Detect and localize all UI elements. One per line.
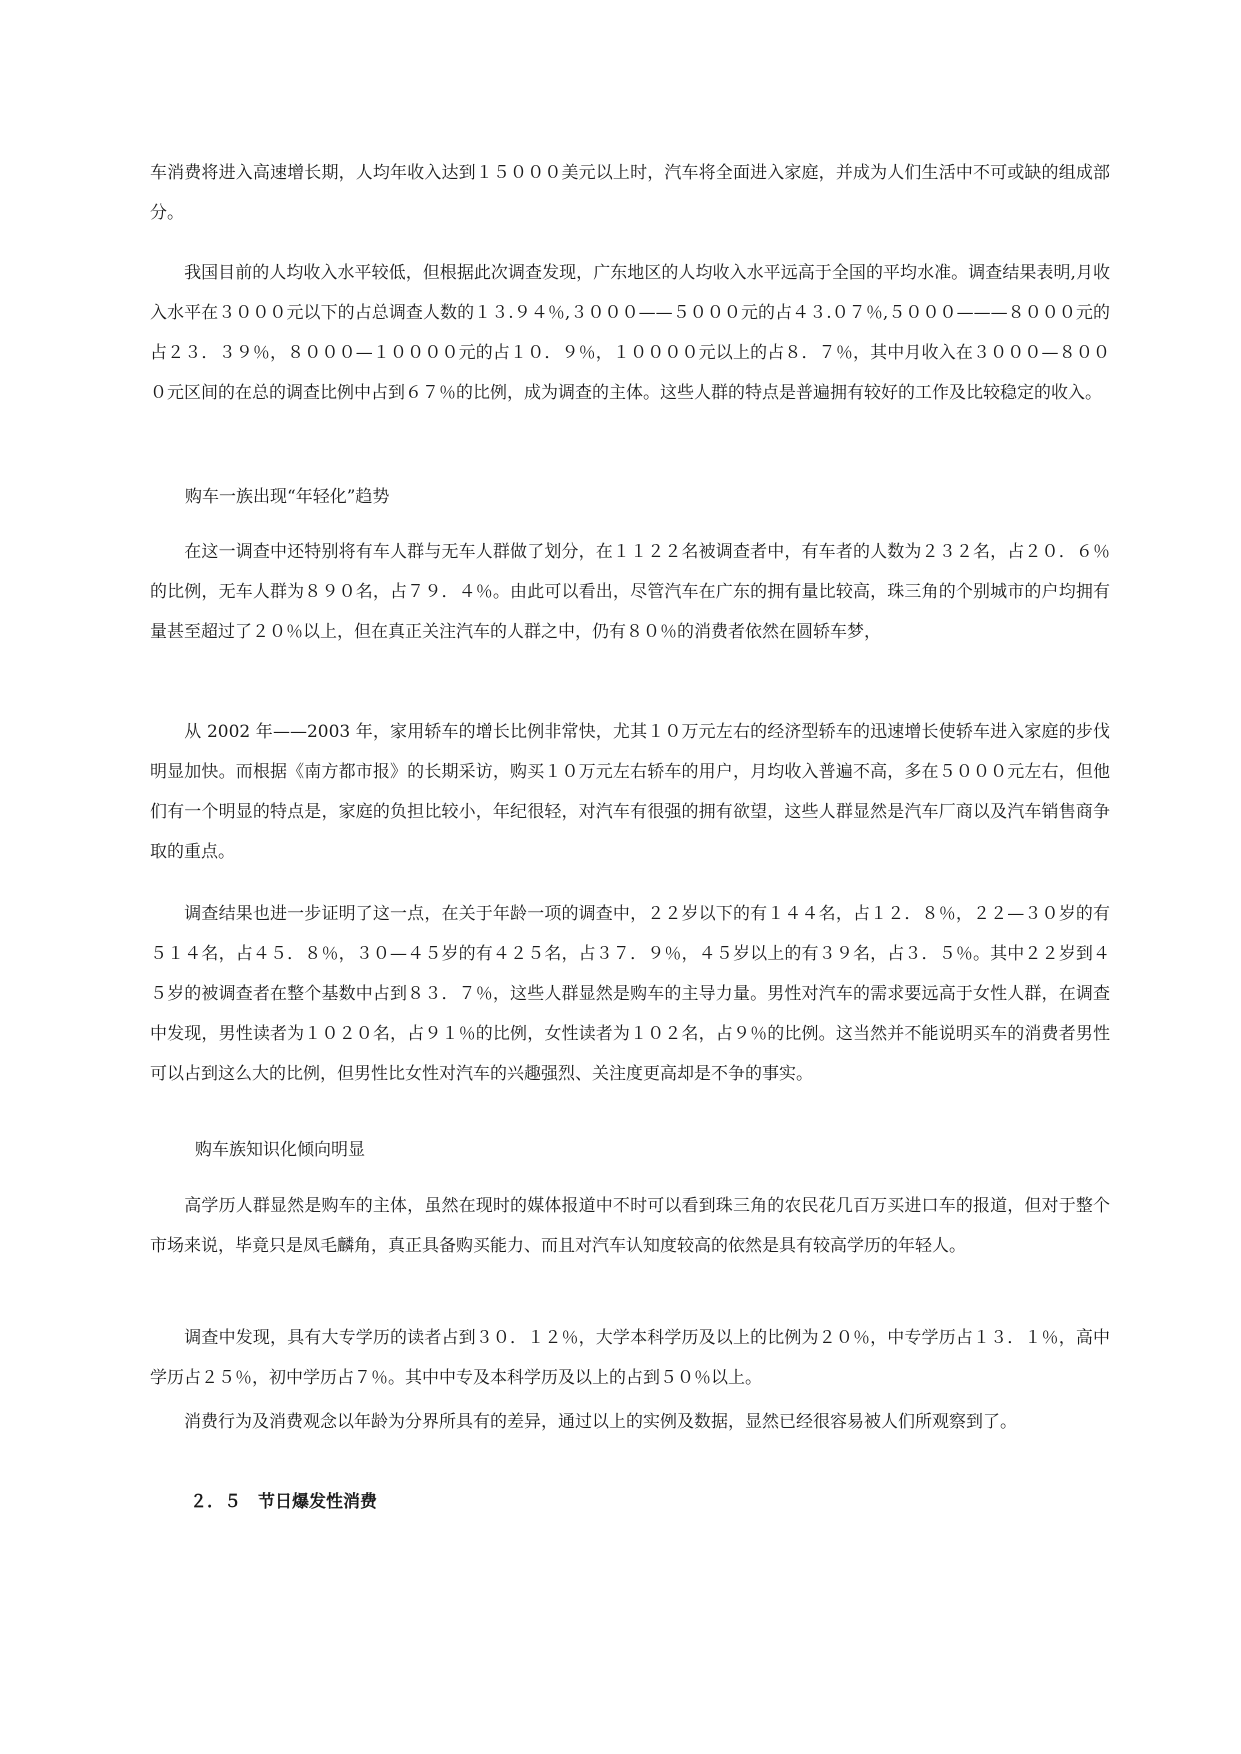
paragraph-consumption-conclusion: 消费行为及消费观念以年龄为分界所具有的差异，通过以上的实例及数据，显然已经很容易被人们所观察到了。 [150,1412,1017,1432]
paragraph-car-consumption-growth: 车消费将进入高速增长期，人均年收入达到１５０００美元以上时，汽车将全面进入家庭，并成为人们生活中不可或缺的组成部分。 [150,163,1110,223]
paragraph-car-owners-ratio: 在这一调查中还特别将有车人群与无车人群做了划分，在１１２２名被调查者中，有车者的人数为２３２名，占２０．６％的比例，无车人群为８９０名，占７９．４％。由此可以看出，尽管汽车在广东的拥有量比较高，珠三角的个别城市的户均拥有量甚至超过了２０％以上，但在真正关注汽车的人群之中，仍有８０％的消费者依然在圆轿车梦， [150,542,1110,642]
section-heading-younger-buyers: 购车一族出现“年轻化”趋势 [185,487,390,507]
paragraph-income-survey: 我国目前的人均收入水平较低，但根据此次调查发现，广东地区的人均收入水平远高于全国的平均水准。调查结果表明,月收入水平在３０００元以下的占总调查人数的１３.９４％,３０００——５０００元的占４３.０７％,５０００———８０００元的占２３．３９％，８０００—１００００元的占１０．９％，１００００元以上的占８．７％，其中月收入在３０００—８０００元区间的在总的调查比例中占到６７％的比例，成为调查的主体。这些人群的特点是普遍拥有较好的工作及比较稳定的收入。 [150,263,1110,403]
section-heading-holiday-consumption: ２．５ 节日爆发性消费 [190,1492,377,1512]
section-heading-education: 购车族知识化倾向明显 [195,1140,365,1160]
paragraph-age-gender-survey: 调查结果也进一步证明了这一点，在关于年龄一项的调查中，２２岁以下的有１４４名，占１２．８％，２２—３０岁的有５１４名，占４５．８％，３０—４５岁的有４２５名，占３７．９％，４５岁以上的有３９名，占３．５％。其中２２岁到４５岁的被调查者在整个基数中占到８３．７％，这些人群显然是购车的主导力量。男性对汽车的需求要远高于女性人群，在调查中发现，男性读者为１０２０名，占９１％的比例，女性读者为１０２名，占９％的比例。这当然并不能说明买车的消费者男性可以占到这么大的比例，但男性比女性对汽车的兴趣强烈、关注度更高却是不争的事实。 [150,904,1110,1084]
paragraph-2002-2003-growth: 从 2002 年——2003 年，家用轿车的增长比例非常快，尤其１０万元左右的经济型轿车的迅速增长使轿车进入家庭的步伐明显加快。而根据《南方都市报》的长期采访，购买１０万元左右轿车的用户，月均收入普遍不高，多在５０００元左右，但他们有一个明显的特点是，家庭的负担比较小，年纪很轻，对汽车有很强的拥有欲望，这些人群显然是汽车厂商以及汽车销售商争取的重点。 [150,722,1110,862]
paragraph-high-education-buyers: 高学历人群显然是购车的主体，虽然在现时的媒体报道中不时可以看到珠三角的农民花几百万买进口车的报道，但对于整个市场来说，毕竟只是凤毛麟角，真正具备购买能力、而且对汽车认知度较高的依然是具有较高学历的年轻人。 [150,1196,1110,1256]
paragraph-education-survey: 调查中发现，具有大专学历的读者占到３０．１２％，大学本科学历及以上的比例为２０％，中专学历占１３．１％，高中学历占２５％，初中学历占７％。其中中专及本科学历及以上的占到５０％以上。 [150,1328,1110,1388]
